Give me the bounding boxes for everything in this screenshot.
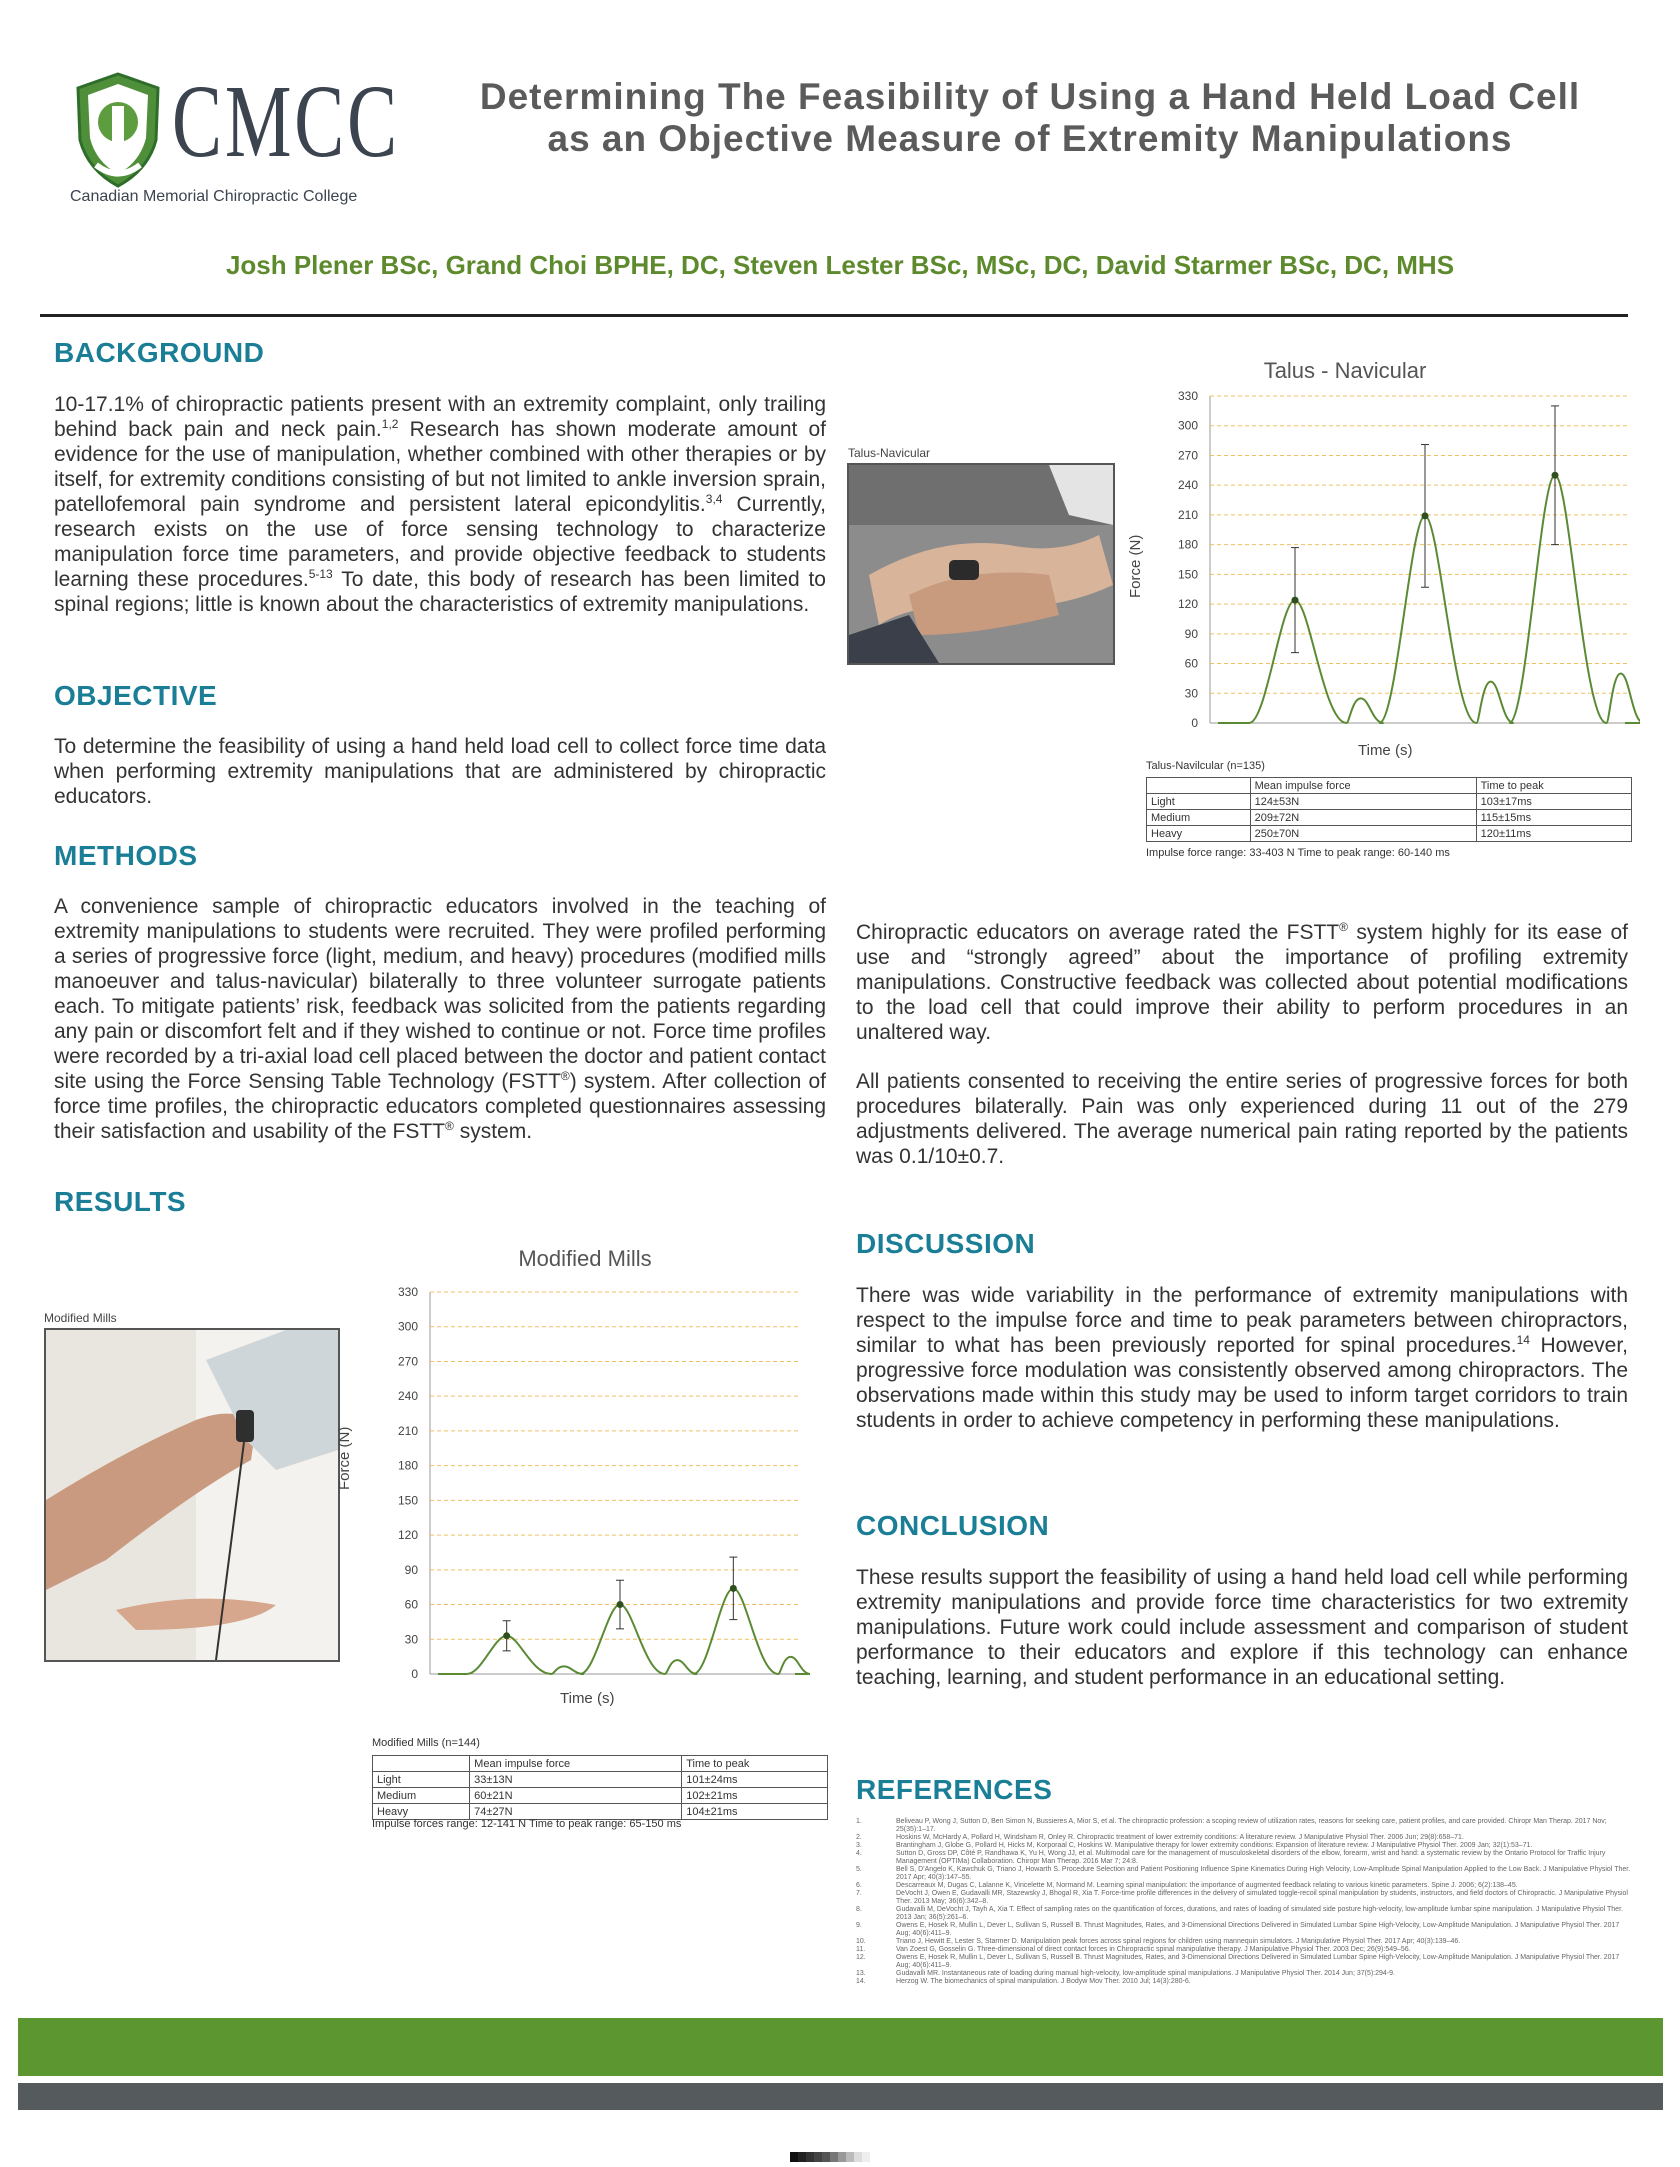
modified-mills-y-tick-label: 0	[411, 1667, 418, 1681]
objective-text: To determine the feasibility of using a hand held load cell to collect force time data when performing extremity manipulations that are administered by chiropractic educators.	[54, 735, 826, 808]
modified-mills-peak-point-heavy	[730, 1585, 737, 1592]
table-row: Medium 60±21N 102±21ms	[373, 1788, 828, 1804]
talus-navicular-table-note: Impulse force range: 33-403 N Time to peak range: 60-140 ms	[1146, 847, 1450, 859]
talus-navicular-y-tick-label: 240	[1177, 478, 1198, 493]
reference-item	[856, 1970, 1632, 1978]
print-grayscale-strip	[790, 2152, 870, 2162]
reference-item	[856, 1890, 1632, 1906]
talus-navicular-peak-point-light	[1292, 597, 1299, 604]
reference-item	[856, 1834, 1632, 1842]
reference-text: Owens E, Hosek R, Mullin L, Dever L, Sullivan S, Russell B. Thrust Magnitudes, Rates, and 3-Dimensional Directions Delivered in Simulated Lumbar Spine High-Velocity, Low-Amplitude Manipulation. J Manipulative Physiol Ther. 2017 Aug; 40(6):411–9.	[896, 1922, 1620, 1937]
reference-text: Beliveau P, Wong J, Sutton D, Ben Simon N, Bussieres A, Mior S, et al. The chiropractic profession: a scoping review of utilization rates, reasons for seeking care, patient profiles, and care provided. Chiropr Man Therap. 2017 Nov; 25(35):1–17.	[896, 1818, 1607, 1833]
reference-number: 2.	[856, 1834, 862, 1841]
discussion-heading: DISCUSSION	[856, 1228, 1036, 1259]
modified-mills-table-note: Impulse forces range: 12-141 N Time to peak range: 65-150 ms	[372, 1818, 682, 1830]
modified-mills-photo	[44, 1328, 340, 1662]
modified-mills-y-tick-label: 90	[404, 1562, 418, 1577]
reference-number: 13.	[856, 1970, 866, 1977]
talus-navicular-photo	[847, 463, 1115, 665]
modified-mills-y-tick-label: 120	[397, 1528, 418, 1543]
photo-label-talus-navicular: Talus-Navicular	[848, 446, 931, 460]
modified-mills-x-label: Time (s)	[560, 1690, 615, 1707]
talus-navicular-y-tick-label: 300	[1177, 418, 1198, 433]
modified-mills-chart-title: Modified Mills	[518, 1246, 652, 1271]
logo-subtitle: Canadian Memorial Chiropractic College	[70, 188, 358, 205]
modified-mills-y-label: Force (N)	[336, 1426, 353, 1490]
modified-mills-table	[372, 1755, 828, 1820]
title-line-2: as an Objective Measure of Extremity Manipulations	[547, 118, 1513, 159]
methods-heading: METHODS	[54, 840, 198, 871]
talus-navicular-y-tick-label: 120	[1177, 597, 1198, 612]
table-row: Heavy 74±27N 104±21ms	[373, 1804, 828, 1820]
conclusion-text: These results support the feasibility of using a hand held load cell while performing extremity manipulations and provide force time characteristics for two extremity manipulations. Future work could include assessment and comparison of student performance to their educators and explore if this technology can enhance teaching, learning, and student performance in an educational setting.	[856, 1566, 1628, 1689]
reference-item	[856, 1938, 1632, 1946]
modified-mills-y-tick-label: 270	[397, 1354, 418, 1369]
table-row: Mean impulse force Time to peak	[1147, 778, 1632, 794]
reference-text: Descarreaux M, Dugas C, Lalanne K, Vincelette M, Normand M. Learning spinal manipulation: the importance of augmented feedback relating to various kinetic parameters. Spine J. 2006; 6(2):138–45.	[896, 1882, 1518, 1889]
logo-wordmark: CMCC	[172, 64, 400, 179]
college-crest-logo	[68, 70, 168, 190]
talus-navicular-chart	[1150, 388, 1640, 743]
reference-item	[856, 1922, 1632, 1938]
reference-text: Gudavalli MR. Instantaneous rate of loading during manual high-velocity, low-amplitude spinal manipulations. J Manipulative Physiol Ther. 2014 Jun; 37(5):294-9.	[896, 1970, 1395, 1977]
reference-number: 1.	[856, 1818, 862, 1825]
talus-navicular-peak-point-heavy	[1552, 472, 1559, 479]
background-text: 10-17.1% of chiropractic patients present with an extremity complaint, only trailing behind back pain and neck pain.$^{1,2}$ Research has shown moderate amount of evidence for the use of manipulation, whether combined with other therapies or by itself, for extremity conditions consisting of but not limited to ankle inversion sprain, patellofemoral pain syndrome and persistent lateral epicondylitis.$^{3,4}$ Currently, research exists on the use of force sensing technology to characterize manipulation force time parameters, and provide objective feedback to students learning these procedures.$^{5-13}$ To date, this body of research has been limited to spinal regions; little is known about the characteristics of extremity manipulations.	[54, 393, 827, 616]
results-summary-text: Chiropractic educators on average rated the FSTT® system highly for its ease of use and “strongly agreed” about the importance of profiling extremity manipulations. Constructive feedback was collected about potential modifications to the load cell that could improve their ability to perform procedures in an unaltered way.	[856, 920, 1628, 1044]
reference-number: 4.	[856, 1850, 862, 1857]
talus-navicular-y-tick-label: 150	[1177, 567, 1198, 582]
modified-mills-force-curve	[438, 1588, 810, 1674]
reference-text: Herzog W. The biomechanics of spinal manipulation. J Bodyw Mov Ther. 2010 Jul; 14(3):280-6.	[896, 1978, 1191, 1985]
table-row: Mean impulse force Time to peak	[373, 1756, 828, 1772]
reference-item	[856, 1842, 1632, 1850]
reference-number: 9.	[856, 1922, 862, 1929]
talus-navicular-y-label: Force (N)	[1127, 534, 1144, 598]
reference-number: 7.	[856, 1890, 862, 1897]
table-row: Heavy 250±70N 120±11ms	[1147, 826, 1632, 842]
modified-mills-chart	[370, 1284, 810, 1694]
table-row: Medium 209±72N 115±15ms	[1147, 810, 1632, 826]
talus-navicular-y-tick-label: 330	[1177, 389, 1198, 403]
talus-navicular-x-label: Time (s)	[1358, 742, 1413, 759]
table-row: Light 33±13N 101±24ms	[373, 1772, 828, 1788]
reference-text: Bell S, D'Angelo K, Kawchuk G, Triano J, Howarth S. Procedure Selection and Patient Positioning Influence Spine Kinematics During High Velocity, Low-Amplitude Spinal Manipulation Applied to the Low Back. J Manipulative Physiol Ther. 2017 Apr; 40(3):147–55.	[896, 1866, 1631, 1881]
modified-mills-y-tick-label: 180	[397, 1458, 418, 1473]
reference-item	[856, 1906, 1632, 1922]
reference-number: 8.	[856, 1906, 862, 1913]
modified-mills-y-tick-label: 330	[397, 1285, 418, 1299]
reference-number: 14.	[856, 1978, 866, 1985]
reference-text: Sutton D, Gross DP, Côté P, Randhawa K, Yu H, Wong JJ, et al. Multimodal care for the management of musculoskeletal disorders of the elbow, forearm, wrist and hand: a systematic review by the Ontario Protocol for Traffic Injury Management (OPTIMa) Collaboration. Chiropr Man Therap. 2016 Mar 7; 24:8.	[896, 1850, 1606, 1865]
reference-item	[856, 1818, 1632, 1834]
modified-mills-y-tick-label: 150	[397, 1493, 418, 1508]
reference-item	[856, 1978, 1632, 1986]
reference-text: Hoskins W, McHardy A, Pollard H, Windsham R, Onley R. Chiropractic treatment of lower extremity conditions: A literature review. J Manipulative Physiol Ther. 2006 Jun; 29(8):658–71.	[896, 1834, 1464, 1841]
talus-navicular-y-tick-label: 210	[1177, 507, 1198, 522]
talus-navicular-y-tick-label: 0	[1191, 716, 1198, 730]
references-heading: REFERENCES	[856, 1774, 1053, 1805]
talus-navicular-y-tick-label: 270	[1177, 448, 1198, 463]
background-heading: BACKGROUND	[54, 337, 265, 368]
reference-number: 10.	[856, 1938, 866, 1945]
methods-text: A convenience sample of chiropractic educators involved in the teaching of extremity manipulations to students were recruited. They were profiled performing a series of progressive force (light, medium, and heavy) procedures (modified mills manoeuver and talus-navicular) bilaterally to three volunteer surrogate patients each. To mitigate patients’ risk, feedback was solicited from the patients regarding any pain or discomfort felt and if they wished to continue or not. Force time profiles were recorded by a tri-axial load cell placed between the doctor and patient contact site using the Force Sensing Table Technology (FSTT®) system. After collection of force time profiles, the chiropractic educators completed questionnaires assessing their satisfaction and usability of the FSTT® system.	[54, 895, 826, 1143]
modified-mills-y-tick-label: 210	[397, 1423, 418, 1438]
modified-mills-table-caption: Modified Mills (n=144)	[372, 1737, 480, 1749]
talus-navicular-peak-point-medium	[1422, 512, 1429, 519]
reference-number: 5.	[856, 1866, 862, 1873]
objective-heading: OBJECTIVE	[54, 680, 218, 711]
talus-navicular-chart-title: Talus - Navicular	[1263, 358, 1427, 383]
conclusion-heading: CONCLUSION	[856, 1510, 1050, 1541]
talus-navicular-y-tick-label: 60	[1184, 656, 1198, 671]
reference-text: Owens E, Hosek R, Mullin L, Dever L, Sullivan S, Russell B. Thrust Magnitudes, Rates, and 3-Dimensional Directions Delivered in Simulated Lumbar Spine High-Velocity, Low-Amplitude Manipulation. J Manipulative Physiol Ther. 2017 Aug; 40(6):411–9.	[896, 1954, 1620, 1969]
modified-mills-y-tick-label: 30	[404, 1632, 418, 1647]
reference-number: 12.	[856, 1954, 866, 1961]
modified-mills-y-tick-label: 60	[404, 1597, 418, 1612]
reference-list	[856, 1818, 1632, 1986]
footer-green-band	[18, 2018, 1663, 2076]
reference-text: Brantingham J, Globe G, Pollard H, Hicks M, Korporaal C, Hoskins W. Manipulative therapy for lower extremity conditions: Expansion of literature review. J Manipulative Physiol Ther. 2009 Jan; 32(1):53–71.	[896, 1842, 1533, 1849]
reference-text: DeVocht J, Owen E, Gudavalli MR, Stazewsky J, Bhogal R, Xia T. Force-time profile differences in the delivery of simulated toggle-recoil spinal manipulation by students, instructors, and field doctors of Chiropractic. J Manipulative Physiol Ther. 2013 May; 36(6):342–8.	[896, 1890, 1628, 1905]
reference-item	[856, 1850, 1632, 1866]
reference-item	[856, 1954, 1632, 1970]
discussion-text: There was wide variability in the performance of extremity manipulations with respect to the impulse force and time to peak parameters between chiropractors, similar to what has been previously reported for spinal procedures.$^{14}$ However, progressive force modulation was consistently observed among chiropractors. The observations made within this study may be used to inform target corridors to train students in order to achieve competency in performing these manipulations.	[856, 1284, 1629, 1432]
talus-navicular-table-caption: Talus-Navilcular (n=135)	[1146, 760, 1265, 772]
talus-navicular-y-tick-label: 90	[1184, 626, 1198, 641]
reference-text: Van Zoest G, Gosselin G. Three-dimensional of direct contact forces in Chiropractic spinal manipulative therapy. J Manipulative Physiol Ther. 2003 Dec; 26(9):549–56.	[896, 1946, 1411, 1953]
modified-mills-peak-point-medium	[617, 1601, 624, 1608]
photo-label-modified-mills: Modified Mills	[44, 1311, 117, 1325]
reference-item	[856, 1882, 1632, 1890]
reference-item	[856, 1946, 1632, 1954]
results-heading: RESULTS	[54, 1186, 187, 1217]
footer-gray-band	[18, 2083, 1663, 2110]
talus-navicular-table	[1146, 777, 1632, 842]
reference-number: 3.	[856, 1842, 862, 1849]
modified-mills-peak-point-light	[503, 1632, 510, 1639]
title-line-1: Determining The Feasibility of Using a Hand Held Load Cell	[479, 76, 1581, 117]
author-list: Josh Plener BSc, Grand Choi BPHE, DC, Steven Lester BSc, MSc, DC, David Starmer BSc, DC, MHS	[225, 250, 1455, 280]
talus-navicular-force-curve	[1218, 475, 1640, 723]
modified-mills-y-tick-label: 300	[397, 1319, 418, 1334]
table-row: Light 124±53N 103±17ms	[1147, 794, 1632, 810]
reference-number: 11.	[856, 1946, 866, 1953]
reference-number: 6.	[856, 1882, 862, 1889]
reference-text: Gudavalli M, DeVocht J, Tayh A, Xia T. Effect of sampling rates on the quantification of forces, durations, and rates of loading of simulated side posture high-velocity, low-amplitude lumbar spine manipulation. J Manipulative Physiol Ther. 2013 Jan; 36(5):261–6.	[896, 1906, 1623, 1921]
modified-mills-y-tick-label: 240	[397, 1389, 418, 1404]
reference-text: Triano J, Hewitt E, Lester S, Starmer D. Manipulation peak forces across spinal regions for children using mannequin simulators. J Manipulative Physiol Ther. 2017 Apr; 40(3):139–46.	[896, 1938, 1461, 1945]
results-pain-text: All patients consented to receiving the entire series of progressive forces for both procedures bilaterally. Pain was only experienced during 11 out of the 279 adjustments delivered. The average numerical pain rating reported by the patients was 0.1/10±0.7.	[856, 1070, 1628, 1168]
poster-title	[410, 76, 1650, 160]
reference-item	[856, 1866, 1632, 1882]
talus-navicular-y-tick-label: 180	[1177, 537, 1198, 552]
header-divider	[40, 314, 1628, 317]
talus-navicular-y-tick-label: 30	[1184, 686, 1198, 701]
